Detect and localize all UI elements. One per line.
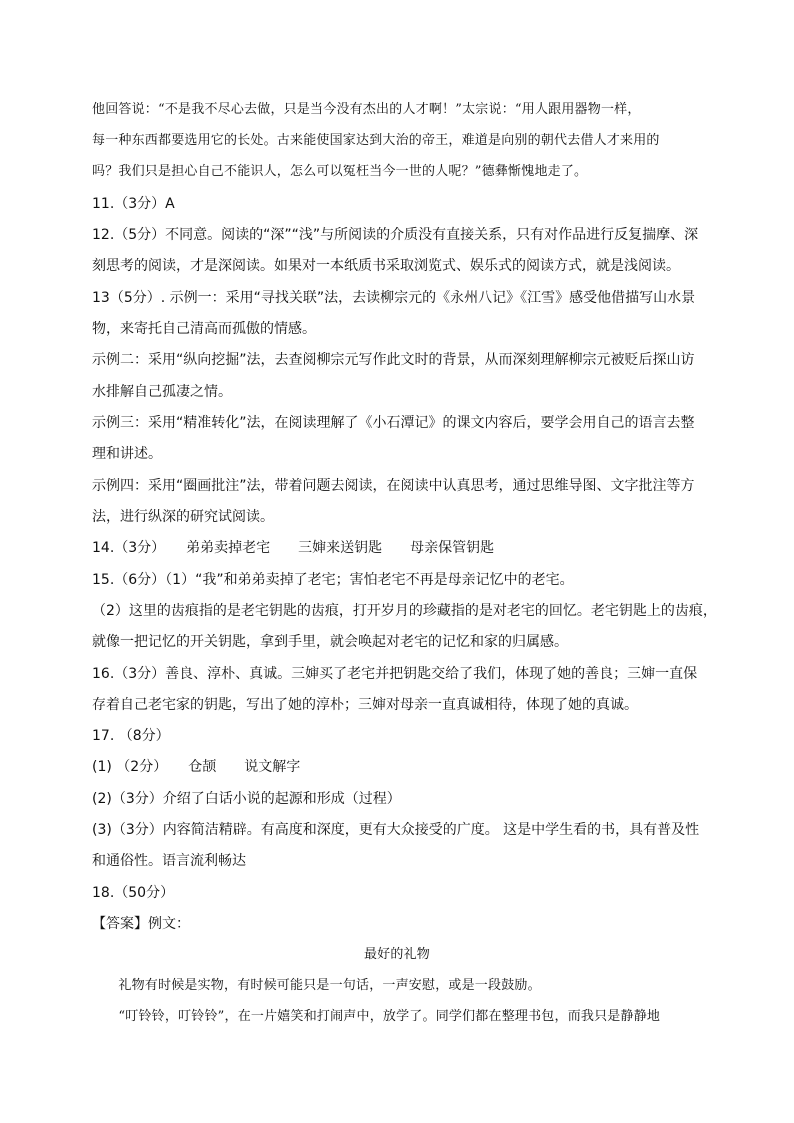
answer-18: 18.（50分） (92, 885, 175, 901)
answer-15-line: 15.（6分）（1）“我”和弟弟卖掉了老宅；害怕老宅不再是母亲记忆中的老宅。 (92, 572, 574, 588)
answer-13-line: 理和讲述。 (92, 446, 162, 462)
answer-16-line: 存着自己老宅家的钥匙，写出了她的淳朴；三婶对母亲一直真诚相待，体现了她的真诚。 (92, 697, 638, 713)
essay-paragraph: “叮铃铃，叮铃铃”，在一片嬉笑和打闹声中，放学了。同学们都在整理书包，而我只是静静地 (92, 1009, 661, 1024)
answer-17-part: (1) （2分） 仓颉 说文解字 (92, 759, 301, 775)
answer-12-line: 12.（5分）不同意。阅读的“深”“浅”与所阅读的介质没有直接关系，只有对作品进行反复揣摩、深 (92, 227, 699, 243)
translation-line: 每一种东西都要选用它的长处。古来能使国家达到大治的帝王，难道是向别的朝代去借人才来用的 (92, 133, 660, 148)
answer-13-line: 示例四：采用“圈画批注”法，带着问题去阅读，在阅读中认真思考，通过思维导图、文字批注等方 (92, 478, 695, 494)
answer-13-line: 法，进行纵深的研究试阅读。 (92, 509, 274, 525)
answer-13-line: 物，来寄托自己清高而孤傲的情感。 (92, 321, 316, 337)
answer-14: 14.（3分） 弟弟卖掉老宅 三婶来送钥匙 母亲保管钥匙 (92, 540, 495, 556)
answer-13-line: 13（5分）. 示例一：采用“寻找关联”法，去读柳宗元的《永州八记》《江雪》感受他借描写山水景 (92, 290, 696, 306)
answer-label: 【答案】例文： (92, 916, 190, 932)
answer-15-line: （2）这里的齿痕指的是老宅钥匙的齿痕，打开岁月的珍藏指的是对老宅的回忆。老宅钥匙上的齿痕， (92, 603, 717, 619)
answer-15-line: 就像一把记忆的开关钥匙，拿到手里，就会唤起对老宅的记忆和家的归属感。 (92, 634, 568, 650)
essay-title: 最好的礼物 (363, 947, 430, 962)
answer-17-part: (3)（3分）内容简洁精辟。有高度和深度，更有大众接受的广度。 这是中学生看的书，具有普及性 (92, 822, 700, 838)
answer-17-part: 和通俗性。语言流利畅达 (92, 853, 246, 869)
essay-paragraph: 礼物有时候是实物，有时候可能只是一句话，一声安慰，或是一段鼓励。 (92, 978, 541, 993)
answer-16-line: 16.（3分）善良、淳朴、真诚。三婶买了老宅并把钥匙交给了我们，体现了她的善良；三婶一直保 (92, 666, 698, 682)
translation-line: 他回答说：“不是我不尽心去做，只是当今没有杰出的人才啊！”太宗说：“用人跟用器物一样， (92, 102, 641, 117)
answer-11: 11.（3分）A (92, 196, 175, 212)
answer-13-line: 示例三：采用“精准转化”法，在阅读理解了《小石潭记》的课文内容后，要学会用自己的语言去整 (92, 415, 695, 431)
answer-12-line: 刻思考的阅读，才是深阅读。如果对一本纸质书采取浏览式、娱乐式的阅读方式，就是浅阅读。 (92, 258, 680, 274)
answer-13-line: 示例二：采用“纵向挖掘”法，去查阅柳宗元写作此文时的背景，从而深刻理解柳宗元被贬后探山访 (92, 352, 695, 368)
translation-line: 吗？我们只是担心自己不能识人，怎么可以冤枉当今一世的人呢？”德彝惭愧地走了。 (92, 164, 588, 179)
answer-13-line: 水排解自己孤凄之情。 (92, 384, 232, 400)
answer-17-part: (2)（3分）介绍了白话小说的起源和形成（过程） (92, 791, 401, 807)
answer-17: 17. （8分） (92, 728, 170, 744)
